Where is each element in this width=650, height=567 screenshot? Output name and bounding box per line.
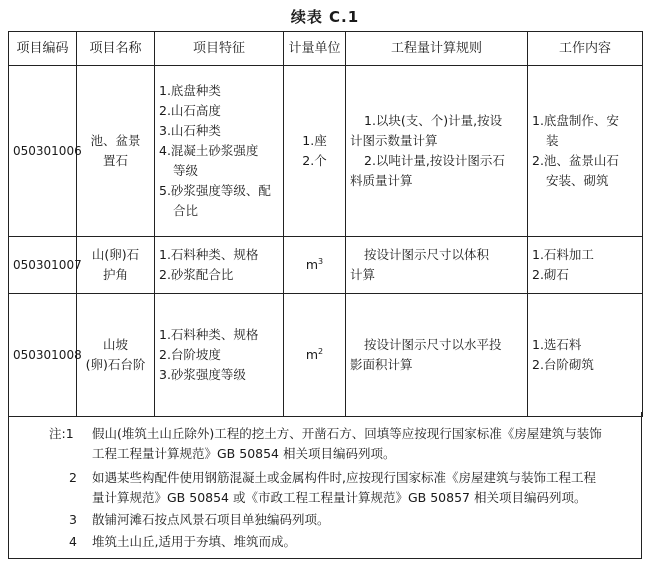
note-number: 2 (69, 470, 77, 485)
table-title: 续表 C.1 (290, 8, 360, 26)
note-text (92, 532, 637, 552)
feature-item: 2.砂浆配合比 (159, 267, 234, 282)
work-item: 2.台阶砌筑 (532, 357, 594, 372)
note-line: 散铺河滩石按点风景石项目单独编码列项。 (92, 512, 330, 527)
specification-table (8, 31, 643, 417)
rule-line: 计算 (350, 267, 376, 282)
table-row (9, 294, 643, 417)
project-name-line: 池、盆景 (90, 133, 141, 148)
work-content (528, 237, 643, 294)
project-name (77, 294, 155, 417)
rule-line: 按设计图示尺寸以体积 (364, 247, 490, 262)
feature-item: 2.台阶坡度 (159, 347, 221, 362)
measurement-unit (284, 237, 346, 294)
project-name-line: 山坡 (102, 337, 128, 352)
project-code: 050301006 (9, 66, 77, 237)
note-line: 量计算规范》GB 50854 或《市政工程工程量计算规范》GB 50857 相关项目编码列项。 (92, 490, 587, 505)
feature-item: 3.山石种类 (159, 123, 221, 138)
note-text (92, 468, 637, 508)
feature-item-continued: 等级 (173, 163, 199, 178)
notes-section (8, 412, 642, 559)
rule-line: 影面积计算 (350, 357, 413, 372)
feature-item: 5.砂浆强度等级、配 (159, 183, 271, 198)
header-unit: 计量单位 (284, 32, 346, 66)
feature-item-continued: 合比 (173, 203, 199, 218)
note-number: 4 (69, 534, 77, 549)
rule-line: 计图示数量计算 (350, 133, 438, 148)
rule-line: 2.以吨计量,按设计图示石 (364, 153, 505, 168)
work-item-continued: 装 (546, 133, 559, 148)
measurement-unit (284, 294, 346, 417)
feature-item: 1.底盘种类 (159, 83, 221, 98)
calculation-rule (346, 66, 528, 237)
header-project-code: 项目编码 (9, 32, 77, 66)
project-name-line: 护角 (102, 267, 128, 282)
header-project-name: 项目名称 (77, 32, 155, 66)
rule-line: 按设计图示尺寸以水平投 (364, 337, 502, 352)
project-name-line: 置石 (102, 153, 128, 168)
feature-item: 1.石料种类、规格 (159, 247, 259, 262)
work-item: 1.石料加工 (532, 247, 594, 262)
unit-base: m (305, 347, 319, 362)
project-name (77, 66, 155, 237)
unit-exponent: 2 (318, 346, 324, 356)
unit-base: m (305, 257, 319, 272)
note-number: 3 (69, 512, 77, 527)
calculation-rule (346, 237, 528, 294)
project-code: 050301008 (9, 294, 77, 417)
header-work-content: 工作内容 (528, 32, 643, 66)
feature-item: 1.石料种类、规格 (159, 327, 259, 342)
table-row (9, 237, 643, 294)
work-item: 2.砌石 (532, 267, 569, 282)
project-features (155, 237, 284, 294)
work-item-continued: 安装、砌筑 (546, 173, 609, 188)
work-content (528, 66, 643, 237)
project-code: 050301007 (9, 237, 77, 294)
feature-item: 2.山石高度 (159, 103, 221, 118)
note-text (92, 510, 637, 530)
project-name-line: 山(卵)石 (91, 247, 140, 262)
unit-option: 1.座 (302, 133, 327, 148)
project-name-line: (卵)石台阶 (85, 357, 146, 372)
work-item: 1.选石料 (532, 337, 582, 352)
note-line: 工程工程量计算规范》GB 50854 相关项目编码列项。 (92, 446, 396, 461)
work-content (528, 294, 643, 417)
work-item: 2.池、盆景山石 (532, 153, 619, 168)
rule-line: 1.以块(支、个)计量,按设 (364, 113, 503, 128)
measurement-unit (284, 66, 346, 237)
feature-item: 3.砂浆强度等级 (159, 367, 246, 382)
project-features (155, 294, 284, 417)
unit-option: 2.个 (302, 153, 327, 168)
note-number: 注:1 (49, 426, 74, 441)
header-calculation-rule: 工程量计算规则 (346, 32, 528, 66)
rule-line: 料质量计算 (350, 173, 413, 188)
unit-exponent: 3 (318, 256, 324, 266)
table-row (9, 66, 643, 237)
project-name (77, 237, 155, 294)
note-line: 如遇某些构配件使用钢筋混凝土或金属构件时,应按现行国家标准《房屋建筑与装饰工程工程 (92, 470, 596, 485)
work-item: 1.底盘制作、安 (532, 113, 619, 128)
note-line: 假山(堆筑土山丘除外)工程的挖土方、开凿石方、回填等应按现行国家标准《房屋建筑与装饰 (92, 426, 602, 441)
feature-item: 4.混凝土砂浆强度 (159, 143, 259, 158)
project-features (155, 66, 284, 237)
header-project-features: 项目特征 (155, 32, 284, 66)
calculation-rule (346, 294, 528, 417)
note-line: 堆筑土山丘,适用于夯填、堆筑而成。 (92, 534, 296, 549)
note-text (92, 424, 637, 464)
table-header-row (9, 32, 643, 66)
